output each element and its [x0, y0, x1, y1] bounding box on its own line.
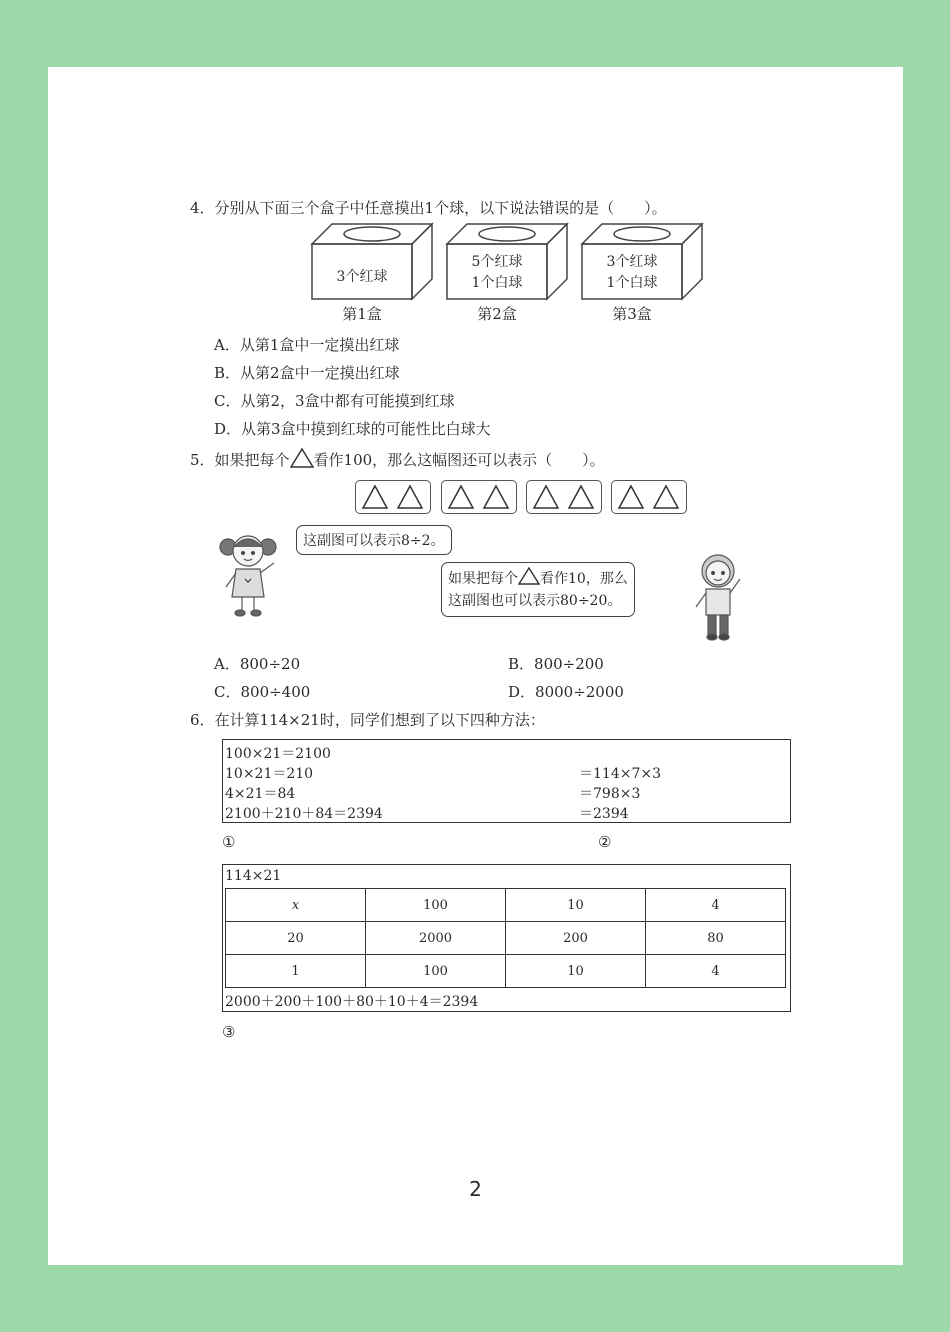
grid-cell: 2000	[366, 922, 506, 955]
q5-option-c[interactable]: C．800÷400	[214, 683, 311, 701]
grid-cell: 200	[506, 922, 646, 955]
q4-option-b[interactable]: B．从第2盒中一定摸出红球	[214, 364, 400, 382]
triangle-group-2	[441, 480, 517, 514]
grid-cell: 4	[646, 889, 786, 922]
box2-label: 第2盒	[477, 305, 517, 323]
box3-label: 第3盒	[612, 305, 652, 323]
method2-line2: ＝798×3	[579, 786, 641, 802]
table-row	[226, 955, 786, 988]
q5-stem-before: 5．如果把每个	[190, 451, 290, 469]
girl-illustration-icon	[218, 529, 278, 619]
boy-speech-after: 看作10，那么	[540, 571, 628, 587]
method2-line1: ＝114×7×3	[579, 766, 661, 782]
q5-stem	[190, 448, 605, 470]
grid-cell: 10	[506, 889, 646, 922]
method3-title: 114×21	[225, 868, 282, 884]
method1-marker: ①	[222, 833, 236, 851]
q4-option-a[interactable]: A．从第1盒中一定摸出红球	[214, 336, 400, 354]
grid-cell: x	[226, 889, 366, 922]
triangle-icon	[518, 567, 540, 585]
grid-cell: 100	[366, 955, 506, 988]
methods-1-2-box	[222, 739, 791, 823]
method1-line2: 10×21＝210	[225, 766, 314, 782]
q4-option-d[interactable]: D．从第3盒中摸到红球的可能性比白球大	[214, 420, 491, 438]
method2-marker: ②	[598, 833, 612, 851]
q6-stem: 6．在计算114×21时，同学们想到了以下四种方法：	[190, 711, 545, 729]
boy-speech-bubble	[441, 562, 635, 617]
box1-line1: 3个红球	[336, 269, 388, 285]
triangle-pair-icon	[356, 481, 430, 513]
girl-speech-bubble: 这副图可以表示8÷2。	[296, 525, 452, 555]
box3-line1: 3个红球	[606, 254, 658, 270]
box1-label: 第1盒	[342, 305, 382, 323]
method1-line3: 4×21＝84	[225, 786, 296, 802]
grid-cell: 80	[646, 922, 786, 955]
box1-contents	[307, 267, 417, 288]
grid-cell: 4	[646, 955, 786, 988]
method1-line4: 2100＋210＋84＝2394	[225, 806, 383, 822]
grid-cell: 1	[226, 955, 366, 988]
triangle-icon	[290, 448, 314, 468]
q5-option-b[interactable]: B．800÷200	[508, 655, 604, 673]
q5-option-d[interactable]: D．8000÷2000	[508, 683, 624, 701]
box2-line2: 1个白球	[471, 275, 523, 291]
grid-cell: 100	[366, 889, 506, 922]
boy-illustration-icon	[688, 551, 748, 643]
q4-stem: 4．分别从下面三个盒子中任意摸出1个球，以下说法错误的是（ ）。	[190, 199, 667, 217]
worksheet-page	[48, 67, 903, 1265]
triangle-pair-icon	[527, 481, 601, 513]
table-row	[226, 889, 786, 922]
q4-option-c[interactable]: C．从第2，3盒中都有可能摸到红球	[214, 392, 455, 410]
table-row	[226, 922, 786, 955]
box2-line1: 5个红球	[471, 254, 523, 270]
triangle-pair-icon	[612, 481, 686, 513]
triangle-group-3	[526, 480, 602, 514]
grid-cell: 10	[506, 955, 646, 988]
q5-stem-after: 看作100，那么这幅图还可以表示（ ）。	[313, 451, 605, 469]
page-number: 2	[469, 1177, 482, 1201]
box3-line2: 1个白球	[606, 275, 658, 291]
box2-contents	[442, 252, 552, 294]
q5-option-a[interactable]: A．800÷20	[214, 655, 301, 673]
triangle-group-4	[611, 480, 687, 514]
method1-line1: 100×21＝2100	[225, 746, 331, 762]
triangle-group-1	[355, 480, 431, 514]
boy-speech-line1	[448, 567, 628, 590]
triangle-pair-icon	[442, 481, 516, 513]
boy-speech-before: 如果把每个	[448, 571, 518, 587]
boy-speech-line2: 这副图也可以表示80÷20。	[448, 593, 622, 609]
method3-box	[222, 864, 791, 1012]
method3-marker: ③	[222, 1023, 236, 1041]
grid-cell: 20	[226, 922, 366, 955]
method3-sum: 2000＋200＋100＋80＋10＋4＝2394	[225, 994, 479, 1010]
method2-line3: ＝2394	[579, 806, 629, 822]
box3-contents	[577, 252, 687, 294]
multiplication-grid	[225, 888, 786, 988]
